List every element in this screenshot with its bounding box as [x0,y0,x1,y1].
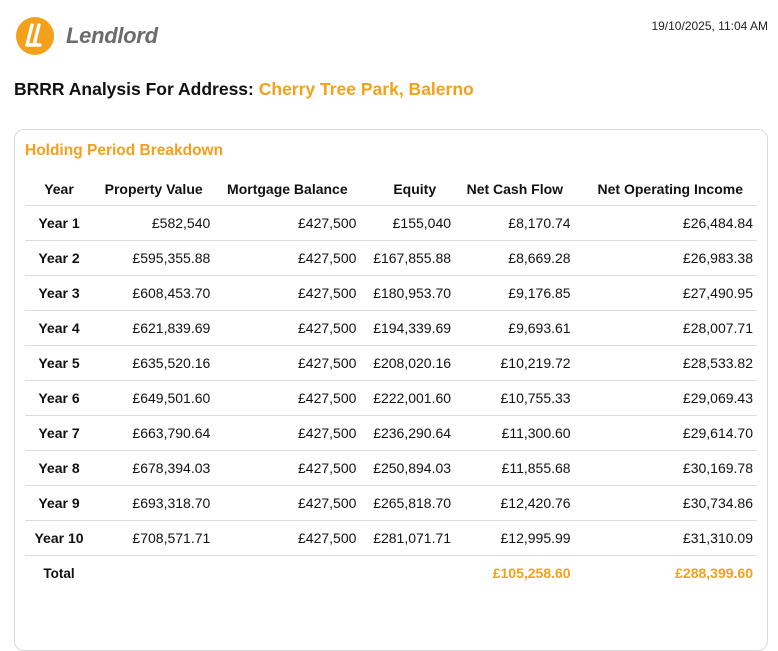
cell-equity: £222,001.60 [360,381,455,416]
cell-net-cash-flow: £8,170.74 [455,206,575,241]
cell-equity: £155,040 [360,206,455,241]
cell-net-operating-income: £29,614.70 [575,416,757,451]
cell-net-cash-flow: £11,855.68 [455,451,575,486]
cell-year: Year 8 [25,451,93,486]
cell-mortgage-balance: £427,500 [214,346,360,381]
column-header-mortgage-balance: Mortgage Balance [214,172,360,206]
property-address: Cherry Tree Park, Balerno [258,79,474,99]
cell-year: Year 4 [25,311,93,346]
cell-mortgage-balance: £427,500 [214,416,360,451]
cell-equity: £180,953.70 [360,276,455,311]
cell-net-operating-income: £28,533.82 [575,346,757,381]
cell-property-value: £635,520.16 [93,346,214,381]
cell-mortgage-balance: £427,500 [214,311,360,346]
table-row [25,241,757,276]
cell-equity: £265,818.70 [360,486,455,521]
cell-equity: £167,855.88 [360,241,455,276]
cell-net-cash-flow: £9,693.61 [455,311,575,346]
table-row [25,381,757,416]
cell-net-cash-flow: £10,219.72 [455,346,575,381]
cell-net-cash-flow: £12,995.99 [455,521,575,556]
cell-net-cash-flow: £9,176.85 [455,276,575,311]
cell-year: Year 9 [25,486,93,521]
cell-property-value: £678,394.03 [93,451,214,486]
cell-total-empty [214,556,360,591]
cell-year: Year 1 [25,206,93,241]
holding-period-card [14,129,768,651]
total-label: Total [43,565,75,581]
cell-mortgage-balance: £427,500 [214,486,360,521]
column-header-net-operating-income: Net Operating Income [575,172,757,206]
cell-net-operating-income: £26,983.38 [575,241,757,276]
cell-property-value: £608,453.70 [93,276,214,311]
cell-net-cash-flow: £10,755.33 [455,381,575,416]
cell-net-cash-flow: £8,669.28 [455,241,575,276]
cell-year: Year 3 [25,276,93,311]
total-net-cash-flow: £105,258.60 [492,565,571,581]
cell-total-empty [93,556,214,591]
report-timestamp: 19/10/2025, 11:04 AM [651,19,768,33]
table-row [25,486,757,521]
cell-mortgage-balance: £427,500 [214,241,360,276]
lendlord-logo-icon [16,17,54,55]
cell-property-value: £582,540 [93,206,214,241]
cell-net-operating-income: £28,007.71 [575,311,757,346]
cell-net-cash-flow: £11,300.60 [455,416,575,451]
cell-net-operating-income: £27,490.95 [575,276,757,311]
cell-equity: £281,071.71 [360,521,455,556]
table-header-row [25,172,757,206]
table-row [25,276,757,311]
page-title [14,79,474,100]
table-total-row [25,556,757,591]
brand-name: Lendlord [66,23,158,48]
cell-year: Year 6 [25,381,93,416]
card-title: Holding Period Breakdown [25,142,224,159]
cell-property-value: £708,571.71 [93,521,214,556]
table-row [25,346,757,381]
cell-total-empty [360,556,455,591]
table-row [25,416,757,451]
cell-equity: £194,339.69 [360,311,455,346]
cell-property-value: £621,839.69 [93,311,214,346]
cell-equity: £236,290.64 [360,416,455,451]
cell-mortgage-balance: £427,500 [214,276,360,311]
logo-glyph-icon [16,17,54,55]
cell-mortgage-balance: £427,500 [214,206,360,241]
cell-net-operating-income: £29,069.43 [575,381,757,416]
holding-period-table [25,172,757,590]
cell-property-value: £595,355.88 [93,241,214,276]
cell-net-operating-income: £31,310.09 [575,521,757,556]
column-header-equity: Equity [360,172,455,206]
cell-year: Year 5 [25,346,93,381]
cell-year: Year 2 [25,241,93,276]
cell-equity: £208,020.16 [360,346,455,381]
cell-net-operating-income: £30,734.86 [575,486,757,521]
cell-net-cash-flow: £12,420.76 [455,486,575,521]
cell-property-value: £693,318.70 [93,486,214,521]
cell-equity: £250,894.03 [360,451,455,486]
brand-logo [16,17,158,55]
total-net-operating-income: £288,399.60 [675,565,753,581]
column-header-property-value: Property Value [93,172,214,206]
table-row [25,451,757,486]
cell-net-operating-income: £26,484.84 [575,206,757,241]
cell-year: Year 10 [25,521,93,556]
cell-mortgage-balance: £427,500 [214,451,360,486]
table-row [25,206,757,241]
table-row [25,311,757,346]
cell-property-value: £663,790.64 [93,416,214,451]
cell-year: Year 7 [25,416,93,451]
cell-mortgage-balance: £427,500 [214,521,360,556]
cell-property-value: £649,501.60 [93,381,214,416]
table-row [25,521,757,556]
cell-net-operating-income: £30,169.78 [575,451,757,486]
cell-mortgage-balance: £427,500 [214,381,360,416]
column-header-net-cash-flow: Net Cash Flow [455,172,575,206]
page-title-prefix: BRRR Analysis For Address: [14,79,254,99]
column-header-year: Year [25,172,93,206]
